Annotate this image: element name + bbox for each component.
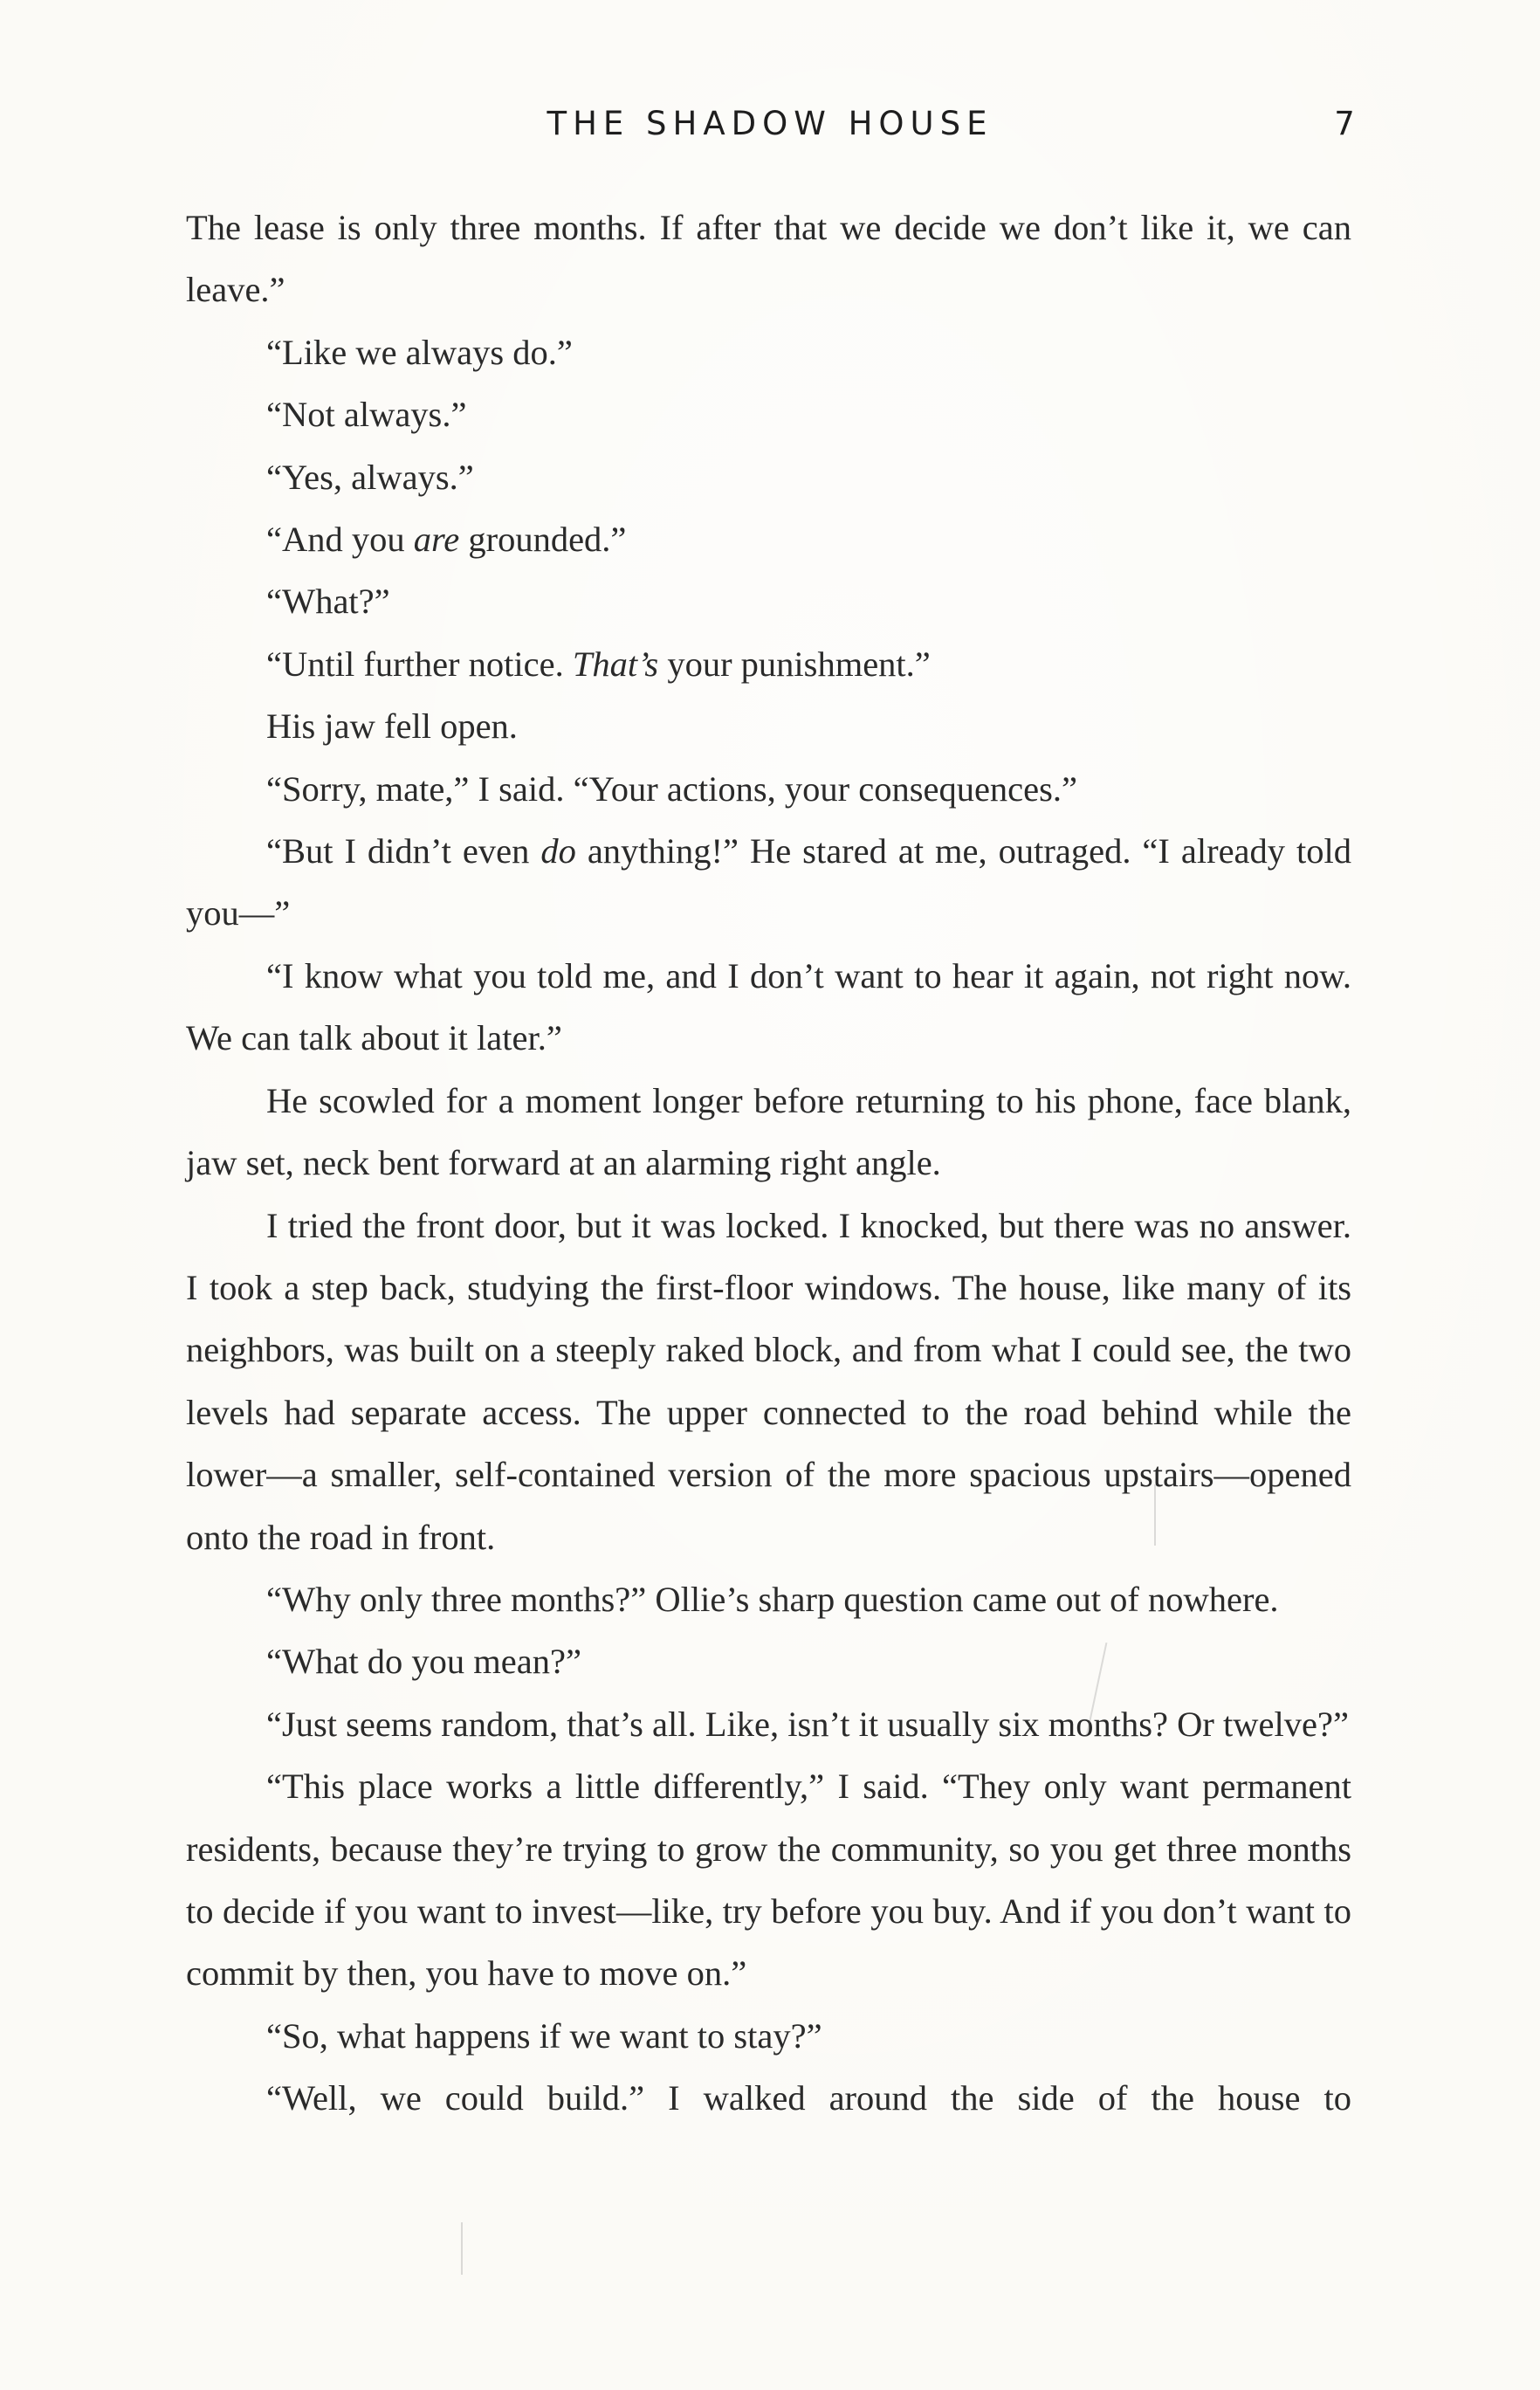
text-run: “Not always.” (266, 395, 467, 435)
italic-text: do (540, 831, 576, 871)
paragraph (186, 446, 1351, 508)
paragraph (186, 695, 1351, 757)
scan-artifact (461, 2222, 463, 2275)
text-run: “Sorry, mate,” I said. “Your actions, your consequences.” (266, 768, 1077, 809)
text-run: “Just seems random, that’s all. Like, isn’t it usually six months? Or twelve?” (266, 1704, 1349, 1744)
running-head (0, 98, 1540, 150)
text-run: “And you (266, 520, 414, 560)
text-run: “Until further notice. (266, 644, 573, 684)
text-run: “But I didn’t even (266, 831, 541, 871)
paragraph (186, 570, 1351, 632)
text-run: “This place works a little differently,” I said. “They only want permanent residents, because they’re trying to grow the community, so you get three months to decide if you want to invest—like, try before you buy. And if you don’t want to commit by then, you have to move on.” (186, 1767, 1351, 1994)
paragraph (186, 321, 1351, 383)
paragraph (186, 2005, 1351, 2067)
italic-text: are (413, 520, 460, 560)
text-run: He scowled for a moment longer before returning to his phone, face blank, jaw set, neck bent forward at an alarming right angle. (186, 1080, 1351, 1183)
text-run: “I know what you told me, and I don’t want to hear it again, not right now. We can talk about it later.” (186, 955, 1351, 1058)
paragraph (186, 1070, 1351, 1195)
paragraph (186, 1630, 1351, 1692)
paragraph (186, 1693, 1351, 1755)
text-run: “Like we always do.” (266, 332, 573, 372)
book-title: THE SHADOW HOUSE (547, 105, 993, 142)
text-run: “What?” (266, 582, 390, 622)
text-run: “Well, we could build.” I walked around the side of the house to (266, 2078, 1351, 2118)
paragraph (186, 1568, 1351, 1630)
paragraph (186, 820, 1351, 945)
text-run: His jaw fell open. (266, 706, 518, 747)
body-text (186, 196, 1351, 2130)
paragraph (186, 383, 1351, 445)
text-run: “So, what happens if we want to stay?” (266, 2015, 822, 2056)
text-run: “Yes, always.” (266, 457, 474, 497)
paragraph (186, 758, 1351, 820)
paragraph (186, 508, 1351, 570)
scan-artifact (1154, 1484, 1156, 1546)
text-run: grounded.” (459, 520, 627, 560)
italic-text: That’s (572, 644, 659, 684)
paragraph (186, 633, 1351, 695)
text-run: “What do you mean?” (266, 1642, 581, 1682)
paragraph (186, 1195, 1351, 1568)
paragraph (186, 945, 1351, 1070)
text-run: The lease is only three months. If after that we decide we don’t like it, we can leave.” (186, 208, 1351, 310)
text-run: “Why only three months?” Ollie’s sharp question came out of nowhere. (266, 1579, 1279, 1619)
paragraph (186, 196, 1351, 321)
text-run: your punishment.” (658, 644, 931, 684)
text-run: I tried the front door, but it was locked. I knocked, but there was no answer. I took a step back, studying the first-floor windows. The house, like many of its neighbors, was built on a steeply raked block, and from what I could see, the two levels had separate access. The upper connected to the road behind while the lower—a smaller, self-contained version of the more spacious upstairs—opened onto the road in front. (186, 1205, 1351, 1557)
page-number: 7 (1334, 105, 1355, 142)
paragraph (186, 1755, 1351, 2005)
text-run: anything!” He stared at me, outraged. “I already told you—” (186, 831, 1351, 933)
paragraph (186, 2067, 1351, 2129)
